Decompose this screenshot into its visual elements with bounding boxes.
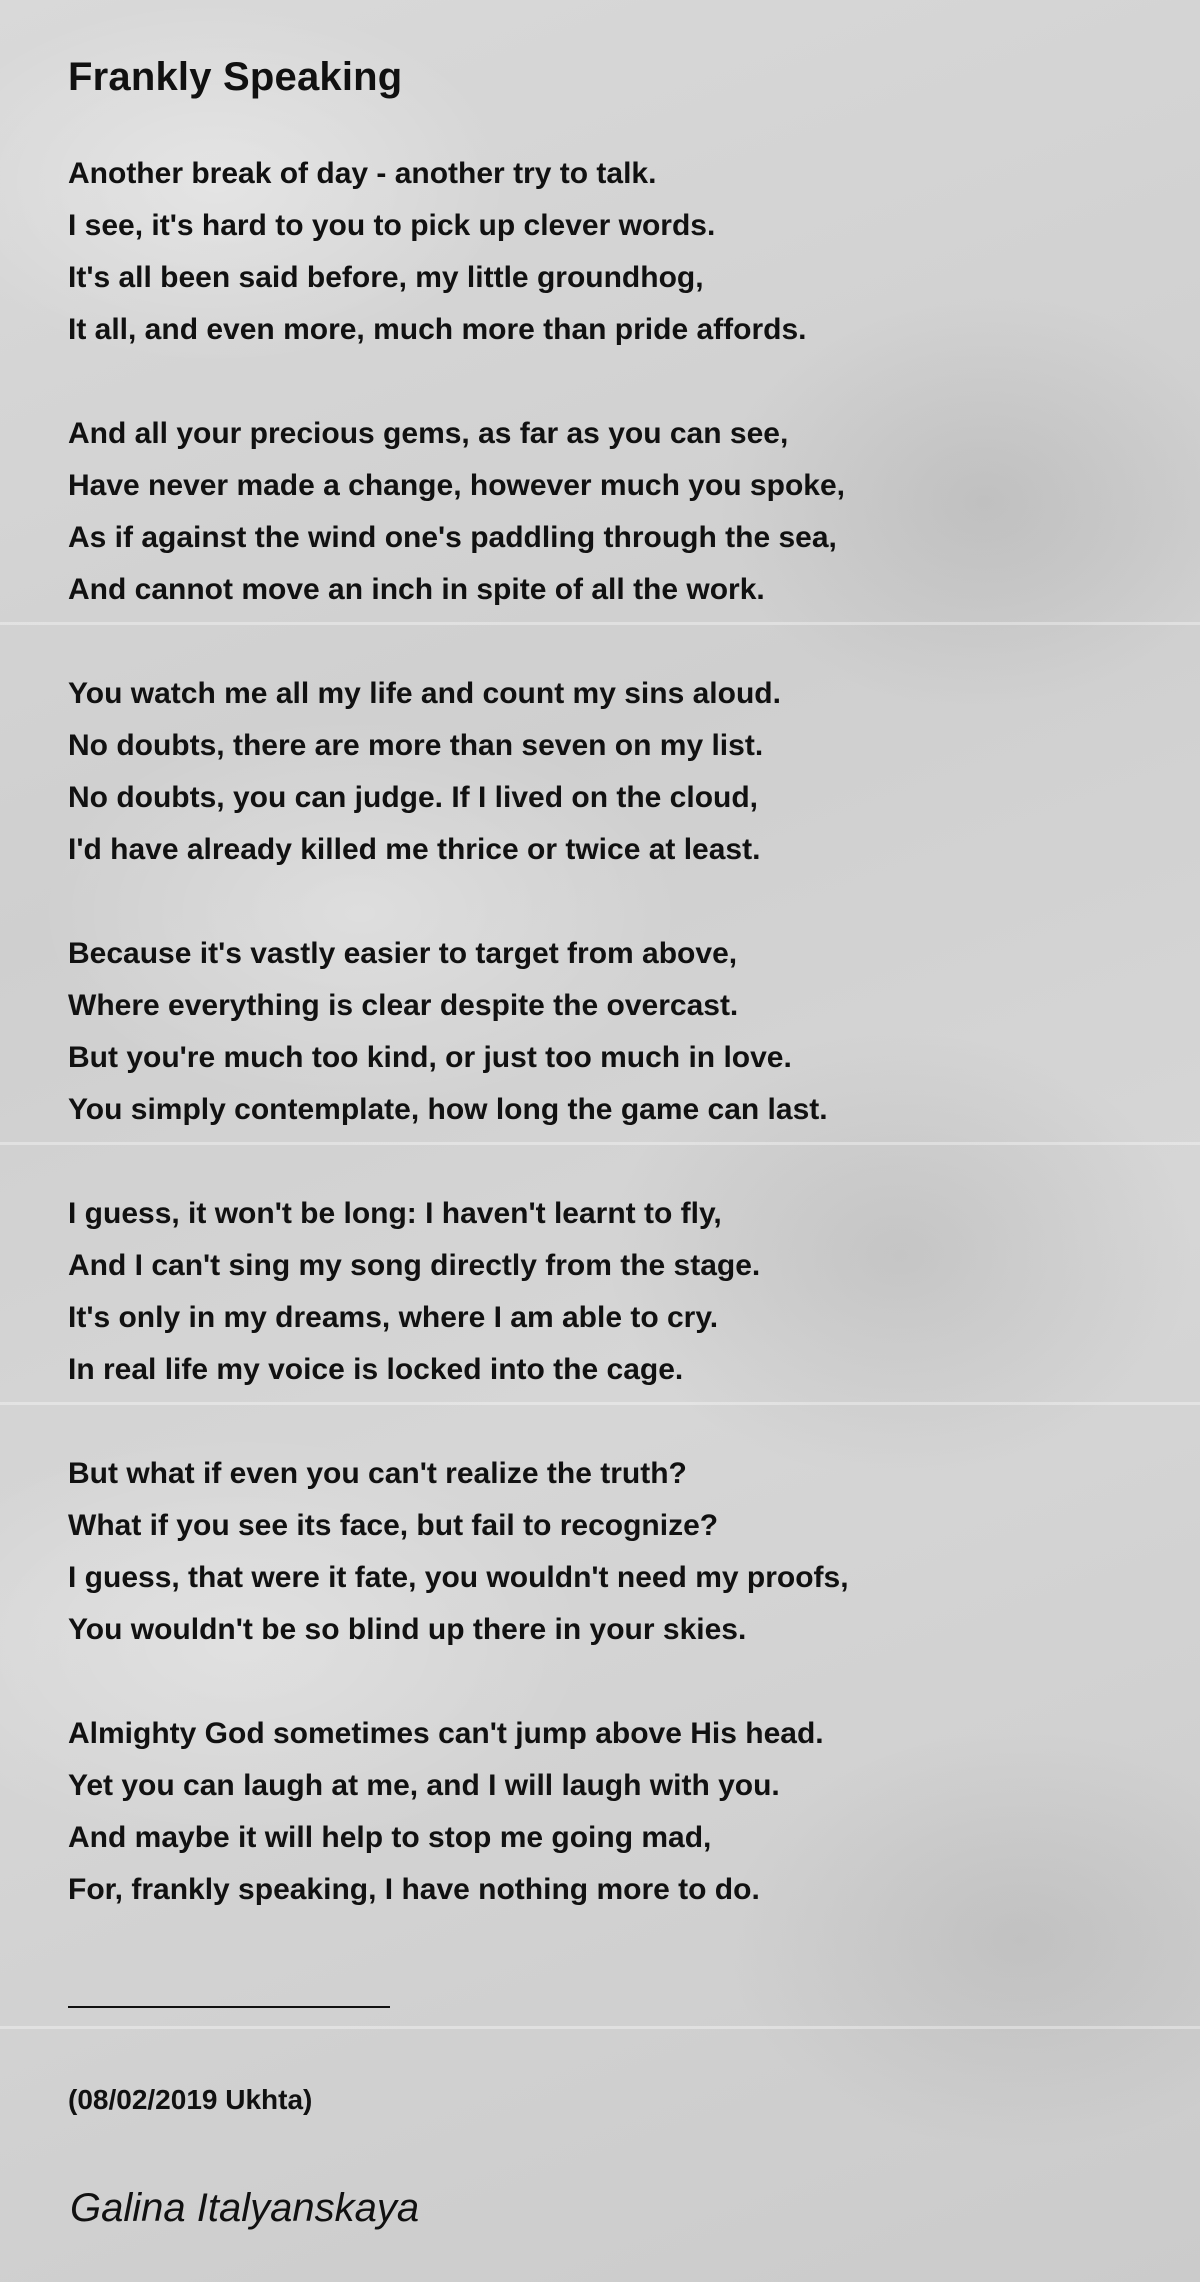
poem-line: Where everything is clear despite the overcast.: [68, 989, 739, 1022]
poem-line: Have never made a change, however much you spoke,: [68, 469, 845, 502]
poem-line: No doubts, there are more than seven on my list.: [68, 729, 764, 762]
poem-line: Another break of day - another try to talk.: [68, 157, 657, 190]
poem-line: What if you see its face, but fail to recognize?: [68, 1509, 719, 1542]
poem-line: And I can't sing my song directly from the stage.: [68, 1249, 761, 1282]
background-band: [0, 2026, 1200, 2029]
poem-footnote: (08/02/2019 Ukhta): [68, 2084, 313, 2115]
poem-line: But what if even you can't realize the truth?: [68, 1457, 687, 1490]
poem-line: In real life my voice is locked into the cage.: [68, 1353, 684, 1386]
stanza: [68, 928, 1148, 1136]
poem-body: [68, 148, 1148, 1916]
poem-line: You simply contemplate, how long the game can last.: [68, 1093, 828, 1126]
stanza: [68, 1448, 1148, 1656]
poem-line: No doubts, you can judge. If I lived on the cloud,: [68, 781, 759, 814]
poem-line: I guess, it won't be long: I haven't learnt to fly,: [68, 1197, 722, 1230]
poem-line: I see, it's hard to you to pick up clever words.: [68, 209, 716, 242]
poem-line: Yet you can laugh at me, and I will laugh with you.: [68, 1769, 780, 1802]
stanza: [68, 1188, 1148, 1396]
poem-title: Frankly Speaking: [68, 55, 403, 99]
poem-page: [68, 48, 1148, 1968]
poem-line: As if against the wind one's paddling through the sea,: [68, 521, 837, 554]
poem-line: It's only in my dreams, where I am able to cry.: [68, 1301, 719, 1334]
poem-line: And cannot move an inch in spite of all the work.: [68, 573, 765, 606]
poem-line: For, frankly speaking, I have nothing more to do.: [68, 1873, 760, 1906]
poem-line: It all, and even more, much more than pride affords.: [68, 313, 807, 346]
poem-line: You wouldn't be so blind up there in your skies.: [68, 1613, 747, 1646]
poem-line: But you're much too kind, or just too much in love.: [68, 1041, 792, 1074]
poem-line: It's all been said before, my little groundhog,: [68, 261, 704, 294]
stanza: [68, 668, 1148, 876]
poem-line: Because it's vastly easier to target from above,: [68, 937, 738, 970]
author-name: Galina Italyanskaya: [70, 2186, 420, 2230]
stanza: [68, 148, 1148, 356]
poem-line: I guess, that were it fate, you wouldn't need my proofs,: [68, 1561, 849, 1594]
divider-rule: [68, 2006, 390, 2008]
poem-line: Almighty God sometimes can't jump above His head.: [68, 1717, 824, 1750]
poem-line: I'd have already killed me thrice or twice at least.: [68, 833, 761, 866]
poem-line: And maybe it will help to stop me going mad,: [68, 1821, 712, 1854]
stanza: [68, 1708, 1148, 1916]
poem-line: You watch me all my life and count my sins aloud.: [68, 677, 781, 710]
poem-line: And all your precious gems, as far as you can see,: [68, 417, 789, 450]
stanza: [68, 408, 1148, 616]
